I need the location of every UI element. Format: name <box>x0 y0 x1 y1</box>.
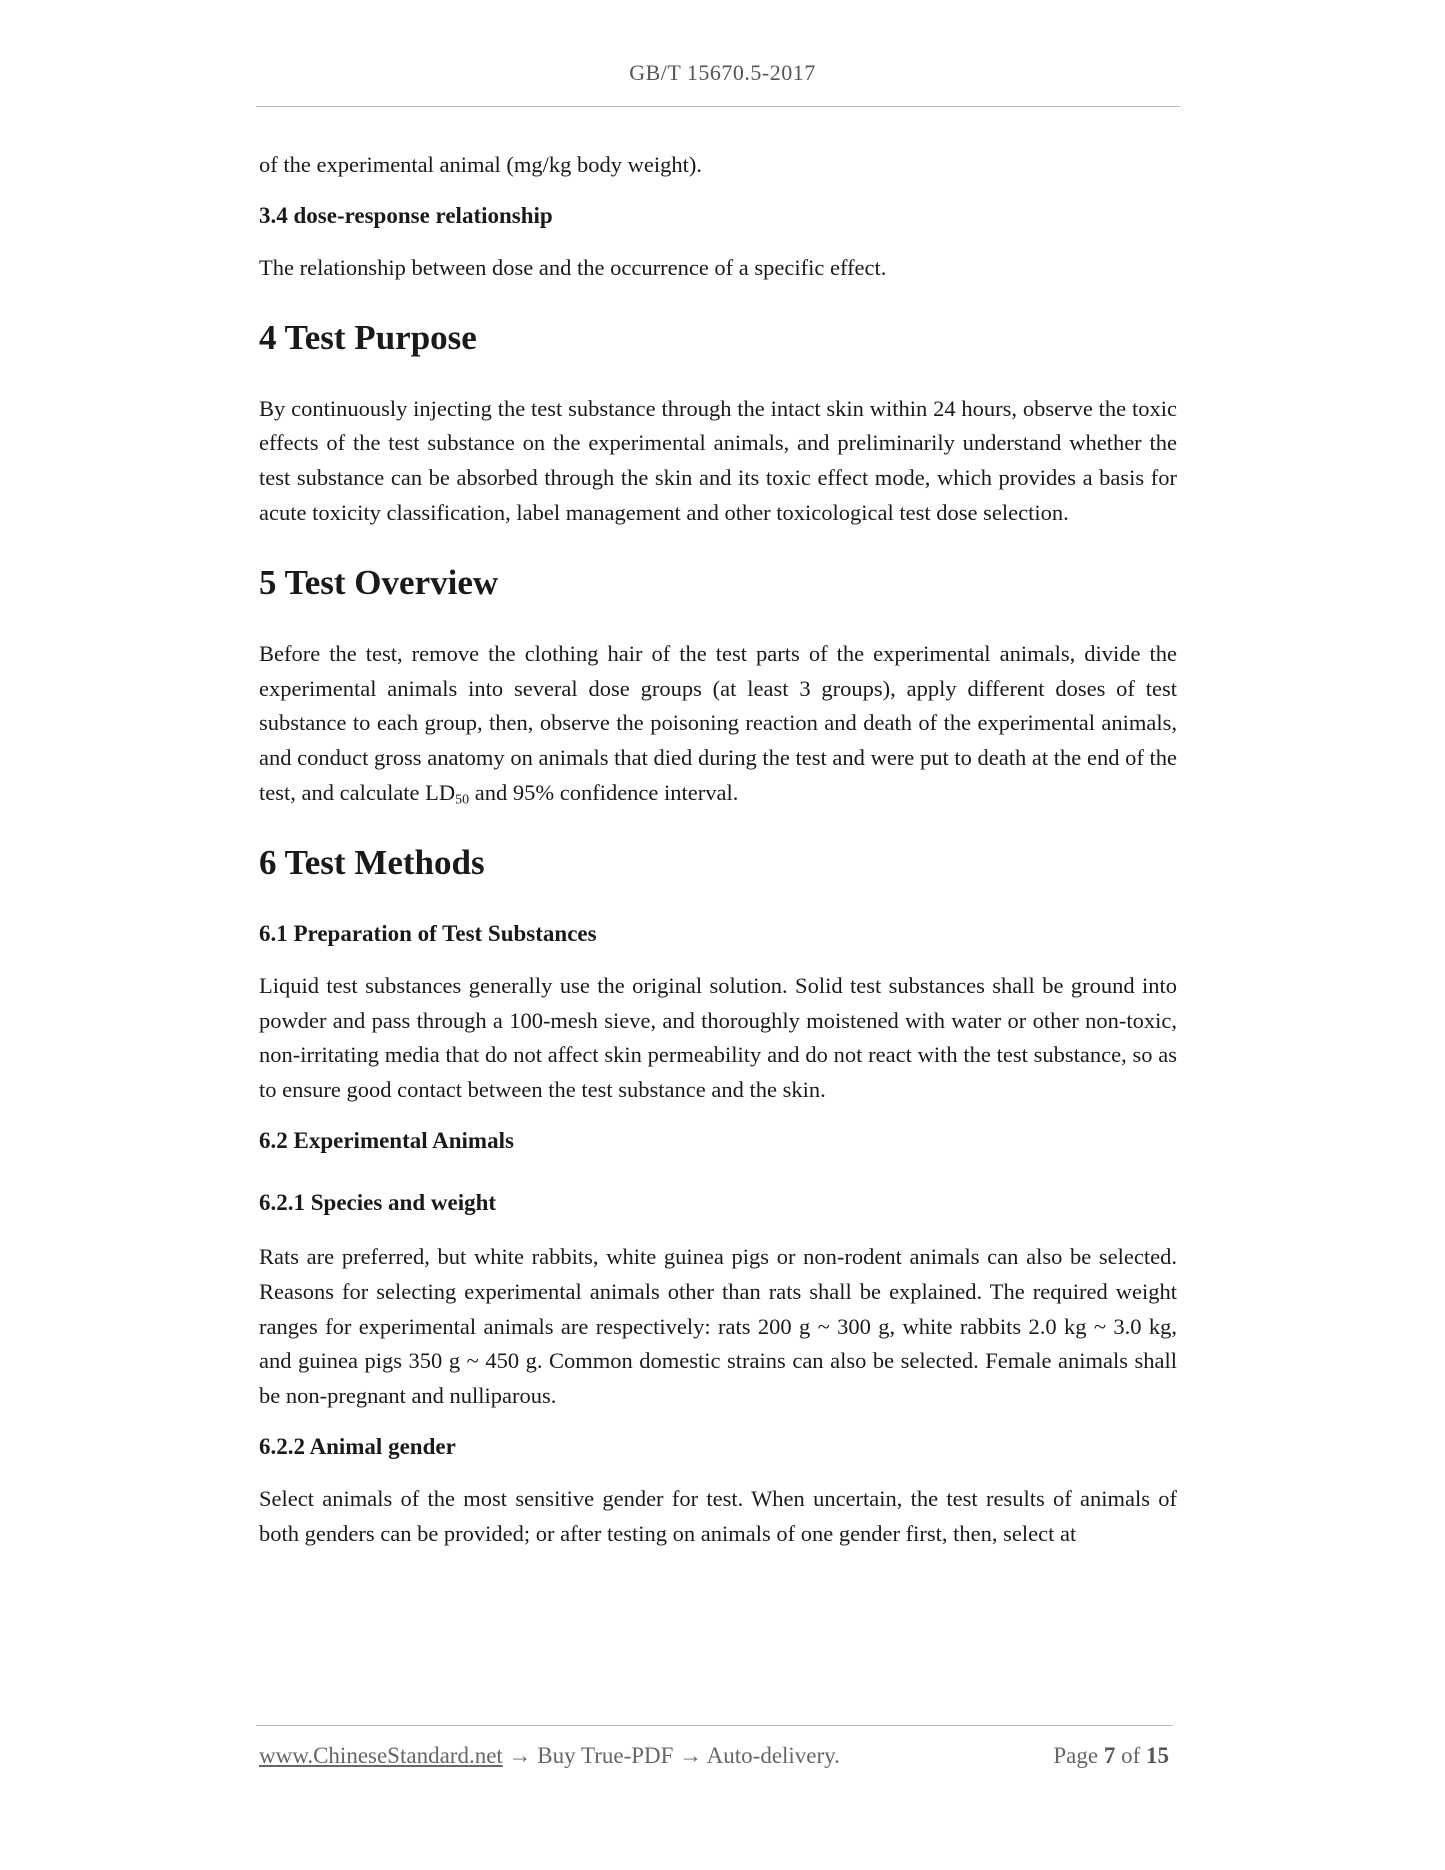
paragraph-species-weight: Rats are preferred, but white rabbits, white guinea pigs or non-rodent animals can also be selected. Reasons for selecting experimental animals other than rats shall be explained. The required weight ranges for experimental animals are respectively: rats 200 g ~ 300 g, white rabbits 2.0 kg ~ 3.0 kg, and guinea pigs 350 g ~ 450 g. Common domestic strains can also be selected. Female animals shall be non-pregnant and nulliparous. <box>259 1243 1177 1409</box>
test-overview-tail: and 95% confidence interval. <box>469 779 739 805</box>
document-header-title: GB/T 15670.5-2017 <box>629 60 816 85</box>
page-of: of <box>1121 1743 1141 1768</box>
page-content <box>259 148 1177 1552</box>
test-overview-text: Before the test, remove the clothing hair of the test parts of the experimental animals, divide the experimental animals into several dose groups (at least 3 groups), apply different doses of test substance to each group, then, observe the poisoning reaction and death of the experimental animals, and conduct gross anatomy on animals that died during the test and were put to death at the end of the test, and calculate LD <box>259 640 1177 805</box>
heading-3-4: 3.4 dose-response relationship <box>259 202 553 228</box>
paragraph-continuation: of the experimental animal (mg/kg body weight). <box>259 152 703 177</box>
footer-divider <box>256 1725 1173 1726</box>
heading-6-2-1: 6.2.1 Species and weight <box>259 1189 497 1215</box>
chinesestandard-link[interactable]: www.ChineseStandard.net <box>259 1743 503 1768</box>
footer-promo-text: → Buy True-PDF → Auto-delivery. <box>502 1743 840 1768</box>
heading-6-test-methods: 6 Test Methods <box>259 842 485 882</box>
heading-6-2-2: 6.2.2 Animal gender <box>259 1433 456 1459</box>
paragraph-dose-response: The relationship between dose and the occurrence of a specific effect. <box>259 254 887 280</box>
page-number <box>1053 1743 1169 1769</box>
paragraph-test-overview <box>259 637 1177 811</box>
header-divider <box>256 106 1180 107</box>
page-current: 7 <box>1103 1743 1116 1768</box>
ld50-subscript: 50 <box>455 792 470 808</box>
paragraph-preparation: Liquid test substances generally use the original solution. Solid test substances shall be ground into powder and pass through a 100-mesh sieve, and thoroughly moistened with water or other non-toxic, non-irritating media that do not affect skin permeability and do not react with the test substance, so as to ensure good contact between the test substance and the skin. <box>259 972 1177 1103</box>
heading-4-test-purpose: 4 Test Purpose <box>259 317 477 357</box>
footer-promo <box>259 1743 840 1769</box>
heading-5-test-overview: 5 Test Overview <box>259 562 499 602</box>
paragraph-test-purpose: By continuously injecting the test substance through the intact skin within 24 hours, observe the toxic effects of the test substance on the experimental animals, and preliminarily understand whether the test substance can be absorbed through the skin and its toxic effect mode, which provides a basis for acute toxicity classification, label management and other toxicological test dose selection. <box>259 395 1177 525</box>
page-total: 15 <box>1146 1743 1169 1768</box>
heading-6-2: 6.2 Experimental Animals <box>259 1127 514 1153</box>
heading-6-1: 6.1 Preparation of Test Substances <box>259 920 597 946</box>
paragraph-animal-gender: Select animals of the most sensitive gender for test. When uncertain, the test results of animals of both genders can be provided; or after testing on animals of one gender first, then, select at <box>259 1485 1177 1546</box>
page-footer <box>259 1743 1169 1773</box>
page-label: Page <box>1053 1743 1099 1768</box>
